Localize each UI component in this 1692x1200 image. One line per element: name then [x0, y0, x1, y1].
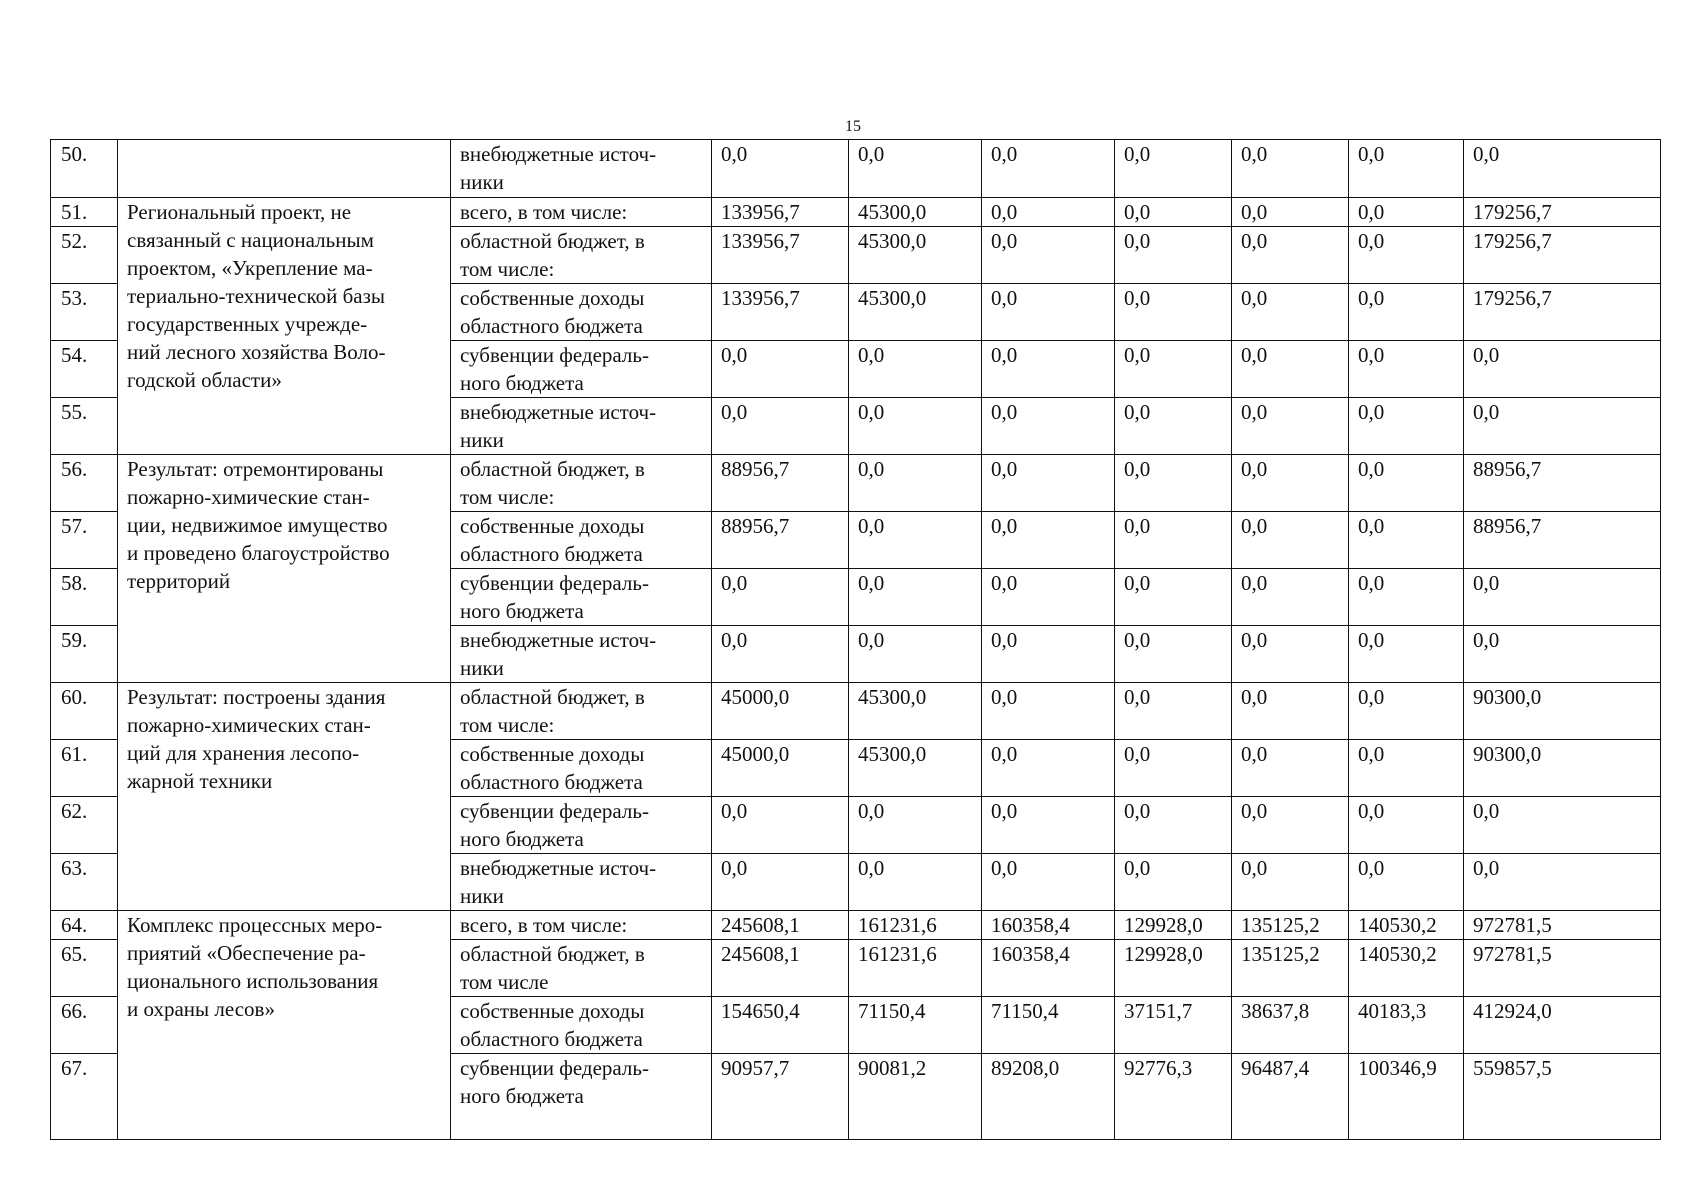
funding-source: всего, в том числе: — [451, 911, 712, 940]
funding-source: собственные доходы областного бюджета — [451, 997, 712, 1054]
year-value: 0,0 — [849, 854, 982, 911]
year-value: 90957,7 — [712, 1054, 849, 1140]
year-value: 0,0 — [1349, 569, 1464, 626]
year-value: 0,0 — [1232, 198, 1349, 227]
year-value: 0,0 — [1349, 626, 1464, 683]
year-value: 0,0 — [712, 341, 849, 398]
year-value: 100346,9 — [1349, 1054, 1464, 1140]
year-value: 0,0 — [1349, 140, 1464, 198]
total-value: 88956,7 — [1464, 512, 1661, 569]
year-value: 0,0 — [1115, 569, 1232, 626]
year-value: 45300,0 — [849, 198, 982, 227]
year-value: 90081,2 — [849, 1054, 982, 1140]
table-row — [51, 683, 1661, 740]
year-value: 154650,4 — [712, 997, 849, 1054]
year-value: 45300,0 — [849, 227, 982, 284]
page-number: 15 — [845, 118, 861, 135]
year-value: 37151,7 — [1115, 997, 1232, 1054]
year-value: 0,0 — [1115, 512, 1232, 569]
funding-source: областной бюджет, в том числе: — [451, 227, 712, 284]
table-row — [51, 455, 1661, 512]
year-value: 0,0 — [1115, 797, 1232, 854]
year-value: 0,0 — [1349, 227, 1464, 284]
year-value: 0,0 — [1115, 341, 1232, 398]
total-value: 0,0 — [1464, 626, 1661, 683]
funding-source: собственные доходы областного бюджета — [451, 284, 712, 341]
total-value: 972781,5 — [1464, 940, 1661, 997]
budget-table-body — [51, 140, 1661, 1140]
table-row — [51, 198, 1661, 227]
year-value: 245608,1 — [712, 940, 849, 997]
total-value: 179256,7 — [1464, 284, 1661, 341]
year-value: 0,0 — [712, 854, 849, 911]
total-value: 90300,0 — [1464, 740, 1661, 797]
year-value: 0,0 — [1232, 797, 1349, 854]
total-value: 179256,7 — [1464, 198, 1661, 227]
funding-source: субвенции федераль- ного бюджета — [451, 341, 712, 398]
year-value: 0,0 — [982, 198, 1115, 227]
total-value: 179256,7 — [1464, 227, 1661, 284]
total-value: 412924,0 — [1464, 997, 1661, 1054]
year-value: 88956,7 — [712, 455, 849, 512]
year-value: 129928,0 — [1115, 911, 1232, 940]
year-value: 0,0 — [982, 341, 1115, 398]
year-value: 0,0 — [982, 227, 1115, 284]
year-value: 0,0 — [849, 140, 982, 198]
year-value: 135125,2 — [1232, 911, 1349, 940]
year-value: 0,0 — [1232, 284, 1349, 341]
row-number: 59. — [51, 626, 118, 683]
year-value: 161231,6 — [849, 911, 982, 940]
activity-name: Результат: построены здания пожарно-химических стан- ций для хранения лесопо- жарной техники — [118, 683, 451, 911]
year-value: 0,0 — [1349, 854, 1464, 911]
total-value: 88956,7 — [1464, 455, 1661, 512]
funding-source: областной бюджет, в том числе — [451, 940, 712, 997]
year-value: 0,0 — [1232, 512, 1349, 569]
year-value: 40183,3 — [1349, 997, 1464, 1054]
year-value: 0,0 — [982, 398, 1115, 455]
year-value: 0,0 — [1232, 569, 1349, 626]
year-value: 0,0 — [1115, 626, 1232, 683]
funding-source: собственные доходы областного бюджета — [451, 512, 712, 569]
year-value: 0,0 — [849, 797, 982, 854]
year-value: 0,0 — [1115, 398, 1232, 455]
year-value: 133956,7 — [712, 198, 849, 227]
year-value: 0,0 — [712, 398, 849, 455]
total-value: 0,0 — [1464, 398, 1661, 455]
funding-source: собственные доходы областного бюджета — [451, 740, 712, 797]
year-value: 0,0 — [1115, 854, 1232, 911]
year-value: 0,0 — [712, 569, 849, 626]
row-number: 52. — [51, 227, 118, 284]
year-value: 92776,3 — [1115, 1054, 1232, 1140]
year-value: 0,0 — [982, 455, 1115, 512]
year-value: 38637,8 — [1232, 997, 1349, 1054]
year-value: 88956,7 — [712, 512, 849, 569]
year-value: 0,0 — [1232, 854, 1349, 911]
year-value: 45300,0 — [849, 284, 982, 341]
budget-table — [50, 139, 1661, 1140]
total-value: 559857,5 — [1464, 1054, 1661, 1140]
year-value: 96487,4 — [1232, 1054, 1349, 1140]
year-value: 0,0 — [1349, 341, 1464, 398]
funding-source: внебюджетные источ- ники — [451, 854, 712, 911]
year-value: 45300,0 — [849, 683, 982, 740]
total-value: 0,0 — [1464, 797, 1661, 854]
year-value: 0,0 — [1349, 797, 1464, 854]
row-number: 67. — [51, 1054, 118, 1140]
row-number: 58. — [51, 569, 118, 626]
activity-name: Комплекс процессных меро- приятий «Обеспечение ра- ционального использования и охраны лесов» — [118, 911, 451, 1140]
year-value: 0,0 — [982, 626, 1115, 683]
total-value: 0,0 — [1464, 140, 1661, 198]
row-number: 64. — [51, 911, 118, 940]
year-value: 140530,2 — [1349, 940, 1464, 997]
year-value: 0,0 — [849, 341, 982, 398]
year-value: 71150,4 — [849, 997, 982, 1054]
row-number: 63. — [51, 854, 118, 911]
year-value: 0,0 — [982, 683, 1115, 740]
row-number: 57. — [51, 512, 118, 569]
year-value: 0,0 — [1115, 284, 1232, 341]
year-value: 45000,0 — [712, 740, 849, 797]
funding-source: областной бюджет, в том числе: — [451, 683, 712, 740]
year-value: 0,0 — [1115, 740, 1232, 797]
funding-source: внебюджетные источ- ники — [451, 140, 712, 198]
year-value: 0,0 — [849, 569, 982, 626]
year-value: 89208,0 — [982, 1054, 1115, 1140]
year-value: 0,0 — [982, 569, 1115, 626]
year-value: 0,0 — [1115, 683, 1232, 740]
year-value: 0,0 — [1232, 227, 1349, 284]
year-value: 0,0 — [849, 626, 982, 683]
year-value: 0,0 — [982, 797, 1115, 854]
row-number: 60. — [51, 683, 118, 740]
total-value: 90300,0 — [1464, 683, 1661, 740]
year-value: 0,0 — [1349, 198, 1464, 227]
row-number: 62. — [51, 797, 118, 854]
row-number: 65. — [51, 940, 118, 997]
year-value: 0,0 — [1232, 140, 1349, 198]
funding-source: субвенции федераль- ного бюджета — [451, 797, 712, 854]
year-value: 135125,2 — [1232, 940, 1349, 997]
year-value: 161231,6 — [849, 940, 982, 997]
year-value: 45000,0 — [712, 683, 849, 740]
year-value: 0,0 — [1232, 740, 1349, 797]
row-number: 61. — [51, 740, 118, 797]
year-value: 0,0 — [1349, 512, 1464, 569]
funding-source: областной бюджет, в том числе: — [451, 455, 712, 512]
year-value: 160358,4 — [982, 911, 1115, 940]
year-value: 0,0 — [982, 740, 1115, 797]
activity-name — [118, 140, 451, 198]
year-value: 0,0 — [1115, 140, 1232, 198]
funding-source: субвенции федераль- ного бюджета — [451, 569, 712, 626]
year-value: 133956,7 — [712, 284, 849, 341]
year-value: 0,0 — [1232, 398, 1349, 455]
year-value: 0,0 — [849, 455, 982, 512]
table-row — [51, 911, 1661, 940]
row-number: 50. — [51, 140, 118, 198]
year-value: 0,0 — [712, 797, 849, 854]
year-value: 0,0 — [849, 398, 982, 455]
row-number: 66. — [51, 997, 118, 1054]
year-value: 0,0 — [849, 512, 982, 569]
row-number: 55. — [51, 398, 118, 455]
table-row — [51, 140, 1661, 198]
year-value: 71150,4 — [982, 997, 1115, 1054]
year-value: 129928,0 — [1115, 940, 1232, 997]
year-value: 0,0 — [1349, 740, 1464, 797]
year-value: 0,0 — [1115, 455, 1232, 512]
row-number: 53. — [51, 284, 118, 341]
funding-source: субвенции федераль- ного бюджета — [451, 1054, 712, 1140]
total-value: 0,0 — [1464, 854, 1661, 911]
year-value: 0,0 — [982, 512, 1115, 569]
year-value: 0,0 — [1232, 626, 1349, 683]
year-value: 245608,1 — [712, 911, 849, 940]
year-value: 0,0 — [1232, 455, 1349, 512]
activity-name: Результат: отремонтированы пожарно-химические стан- ции, недвижимое имущество и проведено благоустройство территорий — [118, 455, 451, 683]
year-value: 0,0 — [982, 140, 1115, 198]
year-value: 45300,0 — [849, 740, 982, 797]
year-value: 160358,4 — [982, 940, 1115, 997]
year-value: 133956,7 — [712, 227, 849, 284]
activity-name: Региональный проект, не связанный с национальным проектом, «Укрепление ма- териально-технической базы государственных учрежде- ний лесного хозяйства Воло- годской области» — [118, 198, 451, 455]
row-number: 54. — [51, 341, 118, 398]
funding-source: внебюджетные источ- ники — [451, 398, 712, 455]
year-value: 0,0 — [982, 284, 1115, 341]
year-value: 0,0 — [712, 626, 849, 683]
year-value: 0,0 — [1349, 683, 1464, 740]
funding-source: внебюджетные источ- ники — [451, 626, 712, 683]
year-value: 0,0 — [1115, 198, 1232, 227]
year-value: 0,0 — [1232, 683, 1349, 740]
year-value: 0,0 — [1115, 227, 1232, 284]
row-number: 51. — [51, 198, 118, 227]
year-value: 0,0 — [1349, 455, 1464, 512]
year-value: 140530,2 — [1349, 911, 1464, 940]
year-value: 0,0 — [1232, 341, 1349, 398]
year-value: 0,0 — [982, 854, 1115, 911]
total-value: 0,0 — [1464, 341, 1661, 398]
year-value: 0,0 — [1349, 284, 1464, 341]
funding-source: всего, в том числе: — [451, 198, 712, 227]
total-value: 972781,5 — [1464, 911, 1661, 940]
year-value: 0,0 — [1349, 398, 1464, 455]
year-value: 0,0 — [712, 140, 849, 198]
row-number: 56. — [51, 455, 118, 512]
total-value: 0,0 — [1464, 569, 1661, 626]
